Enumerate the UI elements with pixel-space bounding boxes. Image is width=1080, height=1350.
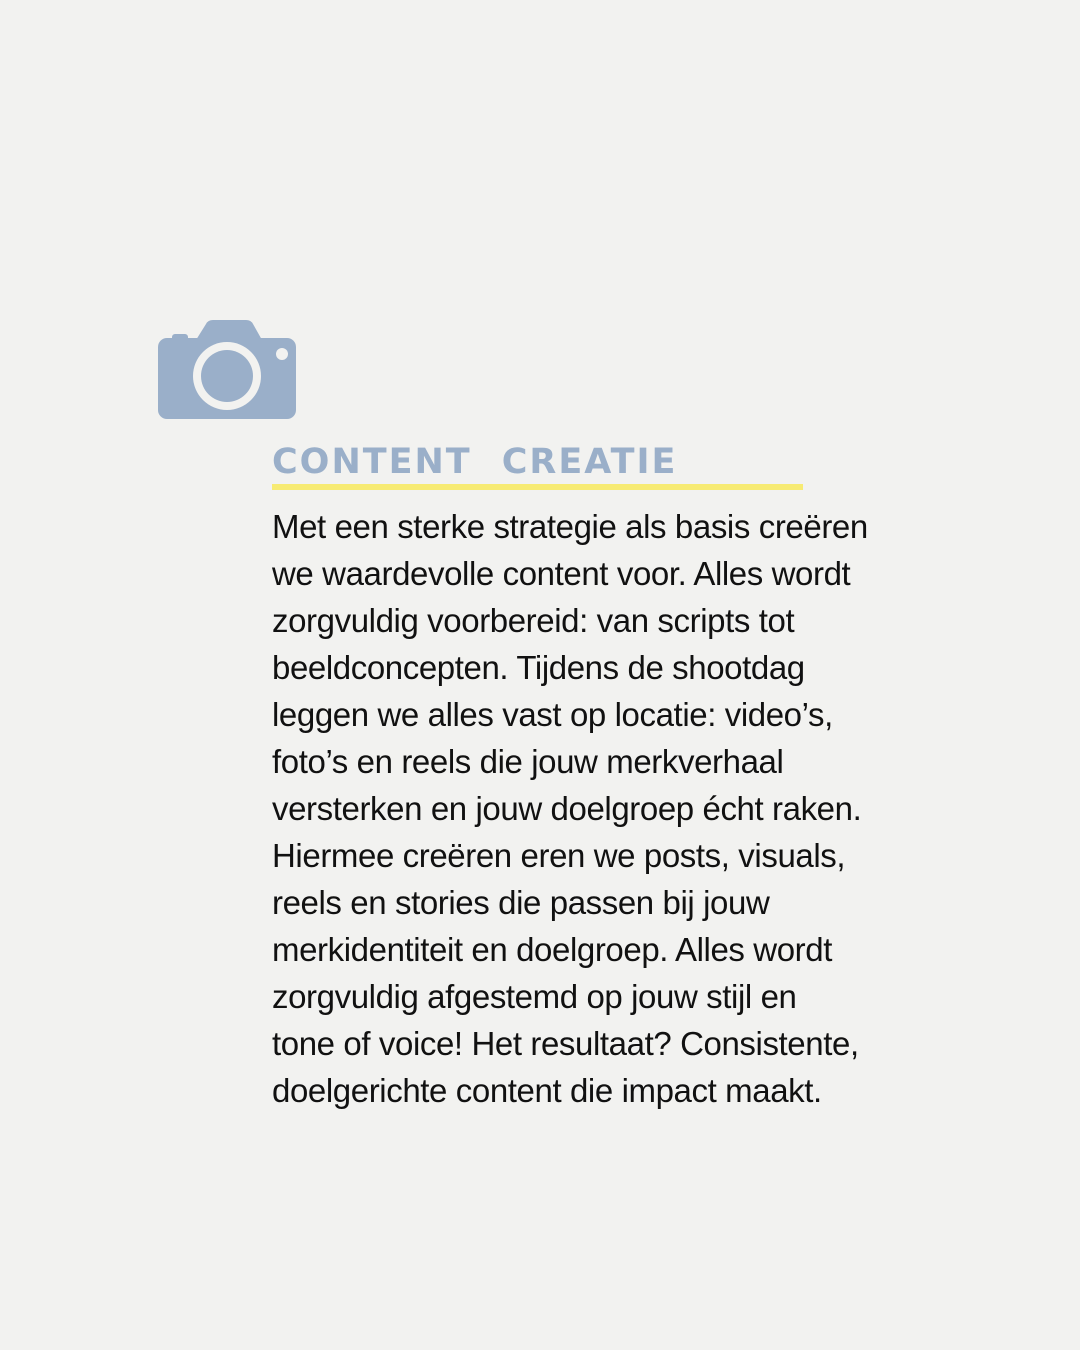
camera-icon	[158, 318, 296, 420]
body-line: versterken en jouw doelgroep écht raken.	[272, 790, 862, 827]
body-line: merkidentiteit en doelgroep. Alles wordt	[272, 931, 832, 968]
section-heading	[272, 440, 803, 490]
body-line: reels en stories die passen bij jouw	[272, 884, 770, 921]
heading-word-1: CONTENT	[272, 442, 472, 482]
body-line: foto’s en reels die jouw merkverhaal	[272, 743, 784, 780]
body-line: Met een sterke strategie als basis creëren	[272, 508, 868, 545]
body-line: tone of voice! Het resultaat? Consistente,	[272, 1025, 859, 1062]
body-line: Hiermee creëren eren we posts, visuals,	[272, 837, 846, 874]
body-line: doelgerichte content die impact maakt.	[272, 1072, 822, 1109]
body-line: zorgvuldig afgestemd op jouw stijl en	[272, 978, 797, 1015]
body-line: zorgvuldig voorbereid: van scripts tot	[272, 602, 795, 639]
heading-word-2: CREATIE	[501, 442, 678, 482]
body-line: we waardevolle content voor. Alles wordt	[272, 555, 851, 592]
body-line: leggen we alles vast op locatie: video’s,	[272, 696, 833, 733]
body-line: beeldconcepten. Tijdens de shootdag	[272, 649, 805, 686]
page-title	[272, 440, 803, 484]
body-paragraph	[272, 503, 972, 1114]
heading-underline	[272, 484, 803, 490]
